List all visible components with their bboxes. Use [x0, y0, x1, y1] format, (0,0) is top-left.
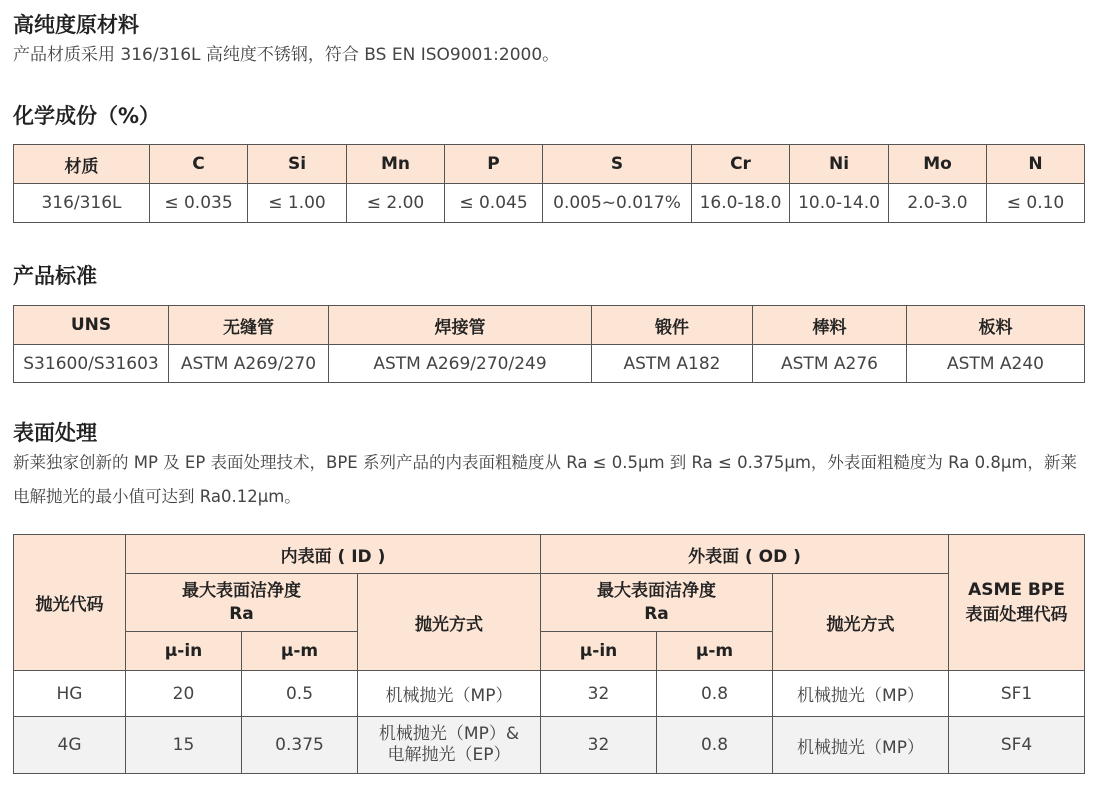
header-cell: Si [248, 145, 347, 184]
max-clean-label: 最大表面洁净度 [597, 580, 716, 601]
standards-header-row [14, 306, 1085, 345]
table-cell: ≤ 2.00 [347, 184, 445, 223]
surface-section [13, 418, 1084, 514]
header-cell: P [445, 145, 543, 184]
table-cell: 32 [541, 717, 657, 774]
header-cell: 锻件 [592, 306, 753, 345]
table-cell: 0.5 [242, 671, 358, 717]
table-cell: ≤ 0.035 [150, 184, 248, 223]
table-cell: SF4 [949, 717, 1085, 774]
table-cell: 0.8 [657, 717, 773, 774]
table-row [14, 717, 1085, 774]
material-text: 产品材质采用 316/316L 高纯度不锈钢，符合 BS EN ISO9001:2000。 [13, 45, 560, 65]
table-cell: 0.8 [657, 671, 773, 717]
table-row [14, 184, 1085, 223]
chemistry-table [13, 144, 1085, 223]
table-cell: 20 [126, 671, 242, 717]
header-cell: μ-in [126, 632, 242, 671]
asme-line1: ASME BPE [968, 580, 1065, 600]
table-cell: ≤ 0.10 [987, 184, 1085, 223]
asme-line2: 表面处理代码 [965, 605, 1068, 625]
table-cell: ≤ 1.00 [248, 184, 347, 223]
header-cell: S [543, 145, 692, 184]
method-line2: 电解抛光（EP） [387, 745, 511, 765]
table-cell: S31600/S31603 [14, 345, 169, 383]
header-cell: 板料 [907, 306, 1085, 345]
header-cell: N [987, 145, 1085, 184]
material-title: 高纯度原材料 [13, 13, 139, 37]
table-cell: ASTM A269/270/249 [329, 345, 592, 383]
table-cell: 316/316L [14, 184, 150, 223]
table-cell: 2.0-3.0 [889, 184, 987, 223]
header-cell: μ-in [541, 632, 657, 671]
header-cell: UNS [14, 306, 169, 345]
header-cell: C [150, 145, 248, 184]
table-cell: ASTM A240 [907, 345, 1085, 383]
surface-text: 新莱独家创新的 MP 及 EP 表面处理技术，BPE 系列产品的内表面粗糙度从 Ra ≤ 0.5μm 到 Ra ≤ 0.375μm，外表面粗糙度为 Ra 0.8μm，新莱电解抛光的最小值可达到 Ra0.12μm。 [13, 453, 1077, 506]
standards-table [13, 305, 1085, 383]
header-cell: 内表面 ( ID ) [126, 535, 541, 574]
chemistry-title: 化学成份（%） [13, 104, 161, 128]
standards-section [13, 261, 97, 291]
table-cell: 32 [541, 671, 657, 717]
standards-title: 产品标准 [13, 264, 97, 288]
table-cell: 0.375 [242, 717, 358, 774]
ra-label: Ra [229, 603, 254, 624]
header-cell [949, 535, 1085, 671]
header-cell: 抛光方式 [358, 574, 541, 671]
material-section [13, 10, 559, 72]
header-cell: 材质 [14, 145, 150, 184]
table-cell: 机械抛光（MP） [773, 671, 949, 717]
table-cell: 15 [126, 717, 242, 774]
method-line1: 机械抛光（MP）& [378, 724, 520, 744]
table-cell: 16.0-18.0 [692, 184, 790, 223]
table-cell: 机械抛光（MP） [358, 671, 541, 717]
header-cell: 抛光方式 [773, 574, 949, 671]
max-clean-label: 最大表面洁净度 [182, 580, 301, 601]
table-cell: ≤ 0.045 [445, 184, 543, 223]
surface-header-row [14, 535, 1085, 574]
table-cell: ASTM A269/270 [169, 345, 329, 383]
header-cell: Mn [347, 145, 445, 184]
table-cell: 4G [14, 717, 126, 774]
header-cell: Cr [692, 145, 790, 184]
table-cell: SF1 [949, 671, 1085, 717]
header-cell: μ-m [657, 632, 773, 671]
header-cell: Mo [889, 145, 987, 184]
table-row [14, 345, 1085, 383]
header-cell: 抛光代码 [14, 535, 126, 671]
table-cell: 机械抛光（MP） [773, 717, 949, 774]
surface-header-row [14, 574, 1085, 632]
table-cell: ASTM A276 [753, 345, 907, 383]
ra-label: Ra [644, 603, 669, 624]
table-cell: HG [14, 671, 126, 717]
table-row [14, 671, 1085, 717]
table-cell: 0.005~0.017% [543, 184, 692, 223]
header-cell: 无缝管 [169, 306, 329, 345]
header-cell [126, 574, 358, 632]
surface-title: 表面处理 [13, 421, 97, 445]
table-cell: 10.0-14.0 [790, 184, 889, 223]
surface-table [13, 534, 1085, 774]
header-cell [541, 574, 773, 632]
header-cell: Ni [790, 145, 889, 184]
header-cell: μ-m [242, 632, 358, 671]
table-cell [358, 717, 541, 774]
table-cell: ASTM A182 [592, 345, 753, 383]
header-cell: 焊接管 [329, 306, 592, 345]
header-cell: 棒料 [753, 306, 907, 345]
chemistry-section [13, 101, 160, 131]
chemistry-header-row [14, 145, 1085, 184]
header-cell: 外表面 ( OD ) [541, 535, 949, 574]
